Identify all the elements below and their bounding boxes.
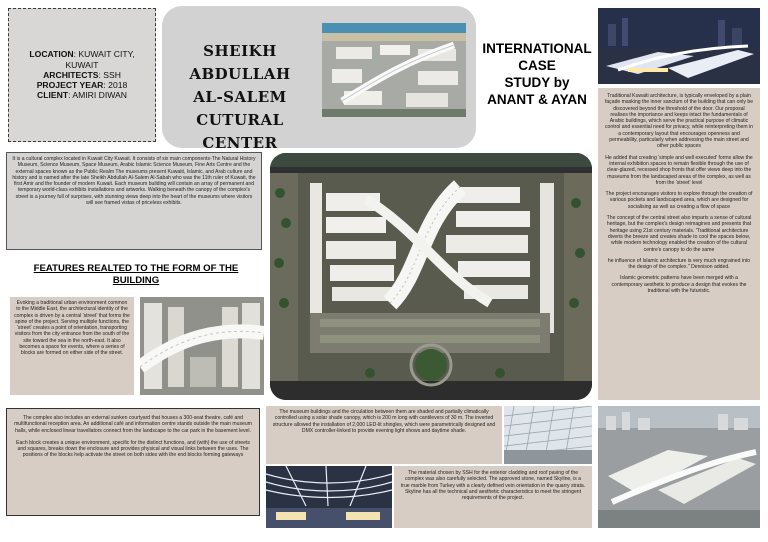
under-canopy-night-photo xyxy=(266,466,392,528)
canopy-text-block: The museum buildings and the circulation between them are shaded and partially climatically controlled using a solar shade canopy, which is 200 m long with cantilevers of 30 m. The inverted structure allowed the installation of 2,000 LED-lit shingles, which were parametrically designed and DMX controller-linked to provide evening light shows and daytime shade. xyxy=(266,406,502,464)
features-heading: FEATURES REALTED TO THE FORM OF THE BUILDING xyxy=(33,263,239,286)
client-line: CLIENT: AMIRI DIWAN xyxy=(37,90,127,101)
courtyard-paragraph-2: Each block creates a unique environment, specific for the distinct functions, and (with) the use of streets and squares, breaks down the enclosure and provides physical and visual links between the uses. The positions of the blocks help activate the street on both sides with the end blocks forming gateways xyxy=(16,439,250,459)
right-paragraph-1: Traditional Kuwaiti architecture, is typically enveloped by a plain façade masking the inner sanctum of the building that can only be discovered beyond the threshold of the door. Our proposal realises the importance and keeps intact the fundamentals of Arabic buildings, which serve the practical purpose of climatic control and essential need for privacy, while reinterpreting them in a contemporary layout that encourages openness and permeability, particularly when addressing the main street and other public spaces xyxy=(604,93,754,150)
architects-line: ARCHITECTS: SSH xyxy=(43,69,121,80)
right-paragraph-3: The project encourages visitors to explore through the creation of various pockets and landscaped area, which are designed for socialising as well as creating a flow of space xyxy=(605,191,753,210)
location-line: LOCATION: KUWAIT CITY, KUWAIT xyxy=(29,49,135,70)
features-text-block: Evoking a traditional urban environment common to the Middle East, the architectural identity of the complex is driven by a central 'street' that forms the spine of the project. Serving multiple functions, the 'street' creates a point of orientation, transporting visitors from the city entrance from the south of the site toward the sea in the north-east. It also becomes a space for events, where a series of blocks are formed on either side of the street. xyxy=(10,297,134,395)
canopy-detail-photo xyxy=(504,406,592,464)
right-description-column xyxy=(598,88,760,400)
title-panel xyxy=(162,6,476,152)
canopy-aerial-photo xyxy=(140,297,264,395)
night-view-photo xyxy=(598,8,760,84)
right-paragraph-6: Islamic geometric patterns have been merged with a contemporary aesthetic to produce a design that evokes the traditional with the futuristic. xyxy=(611,275,747,295)
courtyard-paragraph-1: The complex also includes an external sunken courtyard that houses a 300-seat theatre, café and multifunctional reception area. An additional café and information centre stands outside the main museum halls, while enclosed linear travellators connect from the landscape to the car park in the basement level. xyxy=(14,415,252,434)
project-year-line: PROJECT YEAR: 2018 xyxy=(36,80,128,91)
city-aerial-photo xyxy=(598,406,760,528)
site-plan-aerial xyxy=(270,153,592,400)
right-paragraph-2: He added that creating 'simple and well executed' forms allow the internal exhibition spaces to remain flexible through the use of clear-glazed, recessed shop fronts that offer views deep into the museums from the landscaped areas of the complex, as well as from the 'street' level xyxy=(605,154,753,186)
project-info-box xyxy=(8,8,156,142)
courtyard-text-block xyxy=(6,408,260,516)
aerial-photo-seafront xyxy=(322,23,466,117)
intro-text-block: It is a cultural complex located in Kuwait City Kuwait. It consists of six main components-The Natural History Museum, Science Museum, Space Museum, Arabic Islamic Science Museum, Fine Arts Centre and the external spaces known as the Public Realm The museums present Kuwaiti, Islamic, and Arab culture and history and is named after the late Sheikh Abdullah Al-Salem Al-Sabah who was the 11th ruler of Kuwait, the first Amir and the founder of modern Kuwait. Each museum building will contain an array of permanent and temporary world-class exhibits installations and artworks. Walking beneath the canopy of the complex's street is a journey full of surprises, with stunning views deep into the heart of the museums where visitors will see framed vistas of priceless exhibits. xyxy=(6,152,262,250)
page-title: SHEIKH ABDULLAH AL-SALEM CUTURAL CENTER xyxy=(189,42,291,152)
material-text-block: The material chosen by SSH for the exterior cladding and roof paving of the complex was also carefully selected. The approved stone, named Skyline, is a true marble from Turkey with a clearly defined vein orientation in the quarry strata. Skyline has all the technical and aesthetic characteristics to meet the stringent requirements of the project. xyxy=(394,466,592,528)
case-study-title: INTERNATIONAL CASE STUDY by ANANT & AYAN xyxy=(482,41,592,107)
right-paragraph-4: The concept of the central street also imparts a sense of cultural heritage, but the complex's design reimagines and presents that heritage using 21st century materials. 'Traditional architecture diverts the breeze and creates shade to cool the spaces below, while modern technology enabled the creation of the cultural centre's canopy to do the same xyxy=(606,215,752,253)
right-paragraph-5: he influence of Islamic architecture is very much engrained into the design of the complex." Dennison added. xyxy=(607,257,751,271)
